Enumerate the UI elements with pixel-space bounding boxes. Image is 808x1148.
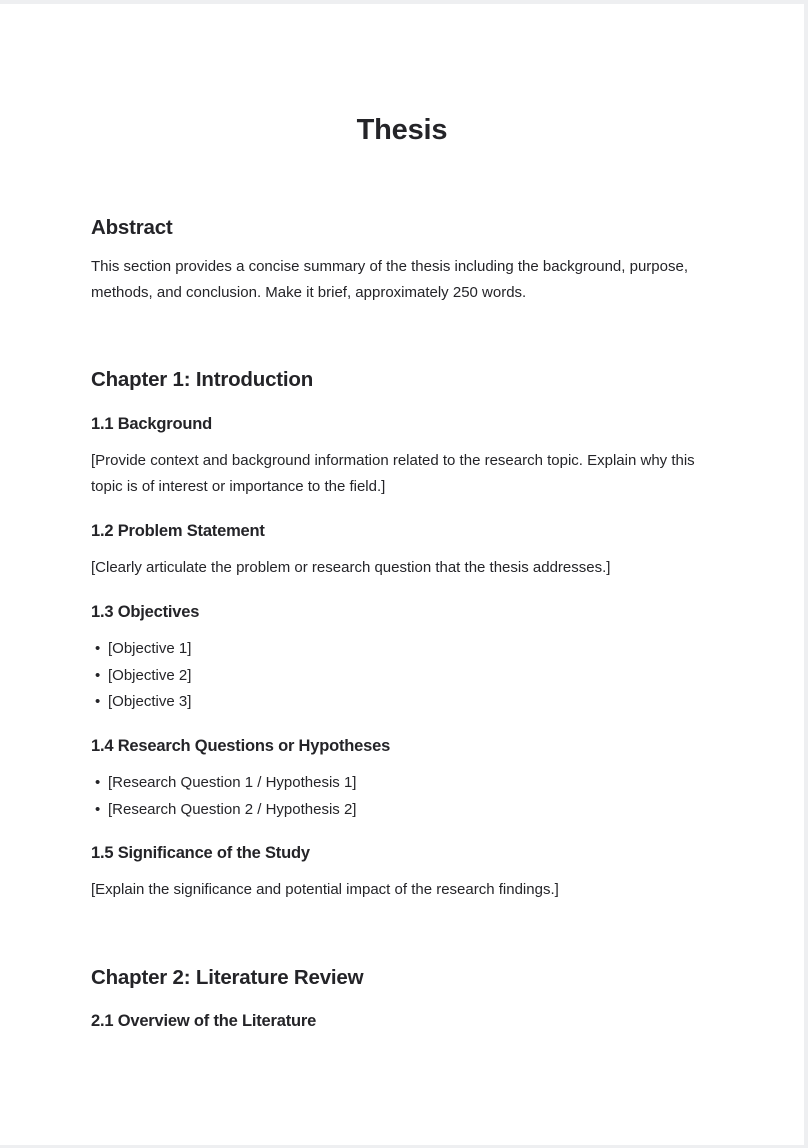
document-page [0,4,804,1145]
section-1-2-text: [Clearly articulate the problem or research question that the thesis addresses.] [91,559,611,576]
research-questions-list [91,770,356,823]
bullet-icon: • [95,666,101,684]
section-2-1-heading: 2.1 Overview of the Literature [91,1012,317,1030]
section-1-1-heading: 1.1 Background [91,415,212,433]
bullet-icon: • [95,693,101,710]
section-1-5-heading: 1.5 Significance of the Study [91,844,310,862]
abstract-text: This section provides a concise summary of the thesis including the background, purpose, methods, and conclusion. Make it brief, approximately 250 words. [91,258,688,301]
list-item: • [Research Question 2 / Hypothesis 2] [91,797,356,824]
bullet-icon: • [95,800,101,818]
bullet-icon: • [95,774,101,791]
section-1-5-text: [Explain the significance and potential impact of the research findings.] [91,881,559,898]
chapter2-heading: Chapter 2: Literature Review [91,966,364,989]
document-title: Thesis [356,114,448,146]
bullet-icon: • [95,640,101,657]
chapter1-heading: Chapter 1: Introduction [91,368,314,391]
list-item: • [Objective 2] [91,663,191,690]
list-item: • [Objective 1] [91,636,191,663]
section-1-2-heading: 1.2 Problem Statement [91,522,265,540]
section-1-4-heading: 1.4 Research Questions or Hypotheses [91,737,391,755]
list-item: • [Research Question 1 / Hypothesis 1] [91,770,356,797]
section-1-1-text: [Provide context and background information related to the research topic. Explain why this topic is of interest or importance to the field.] [91,452,695,495]
list-item: • [Objective 3] [91,689,191,716]
objectives-list [91,636,191,716]
section-1-3-heading: 1.3 Objectives [91,603,200,621]
abstract-heading: Abstract [91,216,173,239]
